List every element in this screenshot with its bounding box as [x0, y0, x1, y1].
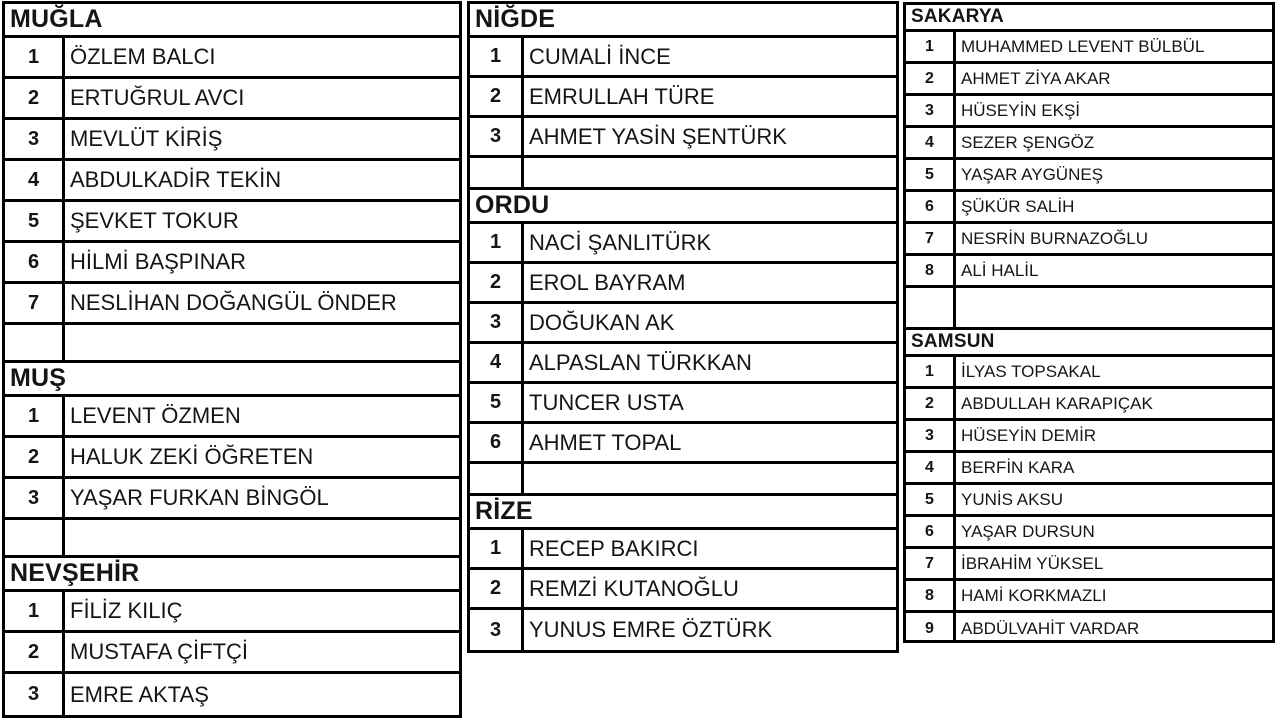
- row-number-cell: 1: [470, 530, 524, 567]
- row-number-cell: 4: [906, 128, 956, 157]
- candidate-name-cell: ERTUĞRUL AVCI: [70, 85, 245, 110]
- table-row: [470, 344, 896, 384]
- candidate-name-cell: HAMİ KORKMAZLI: [961, 585, 1107, 605]
- candidate-name-cell: YAŞAR FURKAN BİNGÖL: [70, 485, 329, 510]
- candidate-name-cell: YUNUS EMRE ÖZTÜRK: [529, 617, 773, 642]
- row-number-cell: 3: [470, 610, 524, 650]
- province-column-2: [467, 1, 899, 653]
- candidate-name-cell: ABDÜLVAHİT VARDAR: [961, 619, 1140, 638]
- table-row: [5, 479, 459, 520]
- candidate-name-cell: NACİ ŞANLITÜRK: [529, 229, 712, 255]
- row-number-cell: 5: [906, 160, 956, 189]
- table-row: [906, 453, 1272, 485]
- row-number-cell: 2: [906, 64, 956, 93]
- province-header: NİĞDE: [470, 4, 896, 38]
- candidate-name-cell: HÜSEYİN EKŞİ: [961, 100, 1081, 120]
- table-row: [5, 284, 459, 325]
- candidate-name-cell: YUNİS AKSU: [961, 489, 1064, 509]
- empty-row: [470, 464, 896, 496]
- table-row: [470, 424, 896, 464]
- table-row: [5, 243, 459, 284]
- province-header: ORDU: [470, 190, 896, 224]
- table-row: [5, 79, 459, 120]
- table-row: [906, 192, 1272, 224]
- table-row: [906, 357, 1272, 389]
- table-row: [906, 224, 1272, 256]
- province-header: SAKARYA: [906, 5, 1272, 32]
- table-row: [906, 256, 1272, 288]
- row-number-cell: 7: [906, 224, 956, 253]
- row-number-cell: 1: [5, 592, 65, 630]
- table-row: [470, 530, 896, 570]
- table-row: [906, 32, 1272, 64]
- candidate-name-cell: YAŞAR DURSUN: [961, 521, 1095, 541]
- empty-number-cell: [5, 325, 65, 360]
- row-number-cell: 2: [470, 78, 524, 115]
- row-number-cell: 8: [906, 581, 956, 610]
- candidate-name-cell: ABDULKADİR TEKİN: [70, 167, 282, 192]
- row-number-cell: 5: [470, 384, 524, 421]
- table-row: [5, 438, 459, 479]
- table-row: [906, 549, 1272, 581]
- table-row: [906, 613, 1272, 643]
- row-number-cell: 1: [5, 397, 65, 435]
- row-number-cell: 6: [5, 243, 65, 281]
- table-row: [5, 592, 459, 633]
- table-row: [470, 78, 896, 118]
- row-number-cell: 3: [5, 674, 65, 715]
- table-row: [5, 161, 459, 202]
- province-column-3: [903, 2, 1275, 643]
- table-row: [470, 384, 896, 424]
- candidate-name-cell: NESRİN BURNAZOĞLU: [961, 228, 1149, 248]
- table-row: [906, 517, 1272, 549]
- row-number-cell: 7: [906, 549, 956, 578]
- candidate-name-cell: CUMALİ İNCE: [529, 43, 671, 69]
- row-number-cell: 9: [906, 613, 956, 643]
- table-row: [5, 633, 459, 674]
- candidate-name-cell: LEVENT ÖZMEN: [70, 403, 241, 428]
- candidate-name-cell: ABDULLAH KARAPIÇAK: [961, 393, 1153, 413]
- candidate-name-cell: ŞÜKÜR SALİH: [961, 196, 1075, 216]
- table-row: [470, 38, 896, 78]
- row-number-cell: 4: [470, 344, 524, 381]
- row-number-cell: 3: [5, 120, 65, 158]
- province-column-1: [2, 1, 462, 718]
- candidate-name-cell: FİLİZ KILIÇ: [70, 598, 183, 623]
- candidate-name-cell: TUNCER USTA: [529, 389, 684, 415]
- table-row: [906, 128, 1272, 160]
- province-header: RİZE: [470, 496, 896, 530]
- province-header: MUĞLA: [5, 4, 459, 38]
- row-number-cell: 7: [5, 284, 65, 322]
- empty-name-cell: [956, 288, 1272, 327]
- candidate-name-cell: SEZER ŞENGÖZ: [961, 132, 1095, 152]
- row-number-cell: 6: [470, 424, 524, 461]
- candidate-name-cell: MEVLÜT KİRİŞ: [70, 126, 223, 151]
- table-row: [906, 64, 1272, 96]
- candidate-name-cell: ŞEVKET TOKUR: [70, 208, 239, 233]
- table-row: [470, 224, 896, 264]
- province-header: MUŞ: [5, 363, 459, 397]
- candidate-name-cell: AHMET YASİN ŞENTÜRK: [529, 123, 787, 149]
- candidate-name-cell: ALİ HALİL: [961, 260, 1039, 280]
- row-number-cell: 1: [906, 32, 956, 61]
- candidate-name-cell: HALUK ZEKİ ÖĞRETEN: [70, 444, 314, 469]
- province-header: SAMSUN: [906, 330, 1272, 357]
- province-header: NEVŞEHİR: [5, 558, 459, 592]
- empty-number-cell: [906, 288, 956, 327]
- empty-row: [906, 288, 1272, 330]
- table-row: [5, 674, 459, 715]
- row-number-cell: 1: [470, 224, 524, 261]
- row-number-cell: 6: [906, 192, 956, 221]
- row-number-cell: 1: [906, 357, 956, 386]
- row-number-cell: 2: [5, 79, 65, 117]
- table-row: [906, 421, 1272, 453]
- candidate-name-cell: EMRE AKTAŞ: [70, 681, 209, 707]
- row-number-cell: 1: [5, 38, 65, 76]
- candidate-name-cell: İBRAHİM YÜKSEL: [961, 553, 1104, 573]
- table-row: [470, 264, 896, 304]
- empty-name-cell: [524, 158, 896, 187]
- candidate-name-cell: REMZİ KUTANOĞLU: [529, 575, 739, 601]
- candidate-name-cell: ÖZLEM BALCI: [70, 44, 216, 69]
- candidate-name-cell: MUSTAFA ÇİFTÇİ: [70, 639, 249, 664]
- table-row: [906, 96, 1272, 128]
- candidate-name-cell: AHMET ZİYA AKAR: [961, 68, 1111, 88]
- candidate-name-cell: EROL BAYRAM: [529, 269, 686, 295]
- candidate-name-cell: AHMET TOPAL: [529, 429, 682, 455]
- candidate-name-cell: MUHAMMED LEVENT BÜLBÜL: [961, 36, 1205, 56]
- empty-row: [5, 520, 459, 558]
- row-number-cell: 1: [470, 38, 524, 75]
- row-number-cell: 5: [5, 202, 65, 240]
- row-number-cell: 2: [906, 389, 956, 418]
- candidate-name-cell: BERFİN KARA: [961, 457, 1075, 477]
- row-number-cell: 4: [906, 453, 956, 482]
- candidate-name-cell: YAŞAR AYGÜNEŞ: [961, 164, 1104, 184]
- candidate-name-cell: ALPASLAN TÜRKKAN: [529, 349, 752, 375]
- table-row: [5, 397, 459, 438]
- table-row: [470, 304, 896, 344]
- row-number-cell: 3: [470, 118, 524, 155]
- table-row: [906, 485, 1272, 517]
- row-number-cell: 4: [5, 161, 65, 199]
- candidate-name-cell: RECEP BAKIRCI: [529, 535, 699, 561]
- table-row: [470, 610, 896, 650]
- candidate-name-cell: HÜSEYİN DEMİR: [961, 425, 1097, 445]
- candidate-name-cell: İLYAS TOPSAKAL: [961, 361, 1101, 381]
- table-row: [470, 570, 896, 610]
- candidate-name-cell: HİLMİ BAŞPINAR: [70, 249, 247, 274]
- empty-number-cell: [5, 520, 65, 555]
- row-number-cell: 3: [906, 421, 956, 450]
- candidate-name-cell: NESLİHAN DOĞANGÜL ÖNDER: [70, 290, 397, 315]
- table-row: [906, 160, 1272, 192]
- table-row: [906, 389, 1272, 421]
- empty-row: [470, 158, 896, 190]
- candidate-name-cell: EMRULLAH TÜRE: [529, 83, 715, 109]
- row-number-cell: 8: [906, 256, 956, 285]
- row-number-cell: 2: [5, 633, 65, 671]
- empty-row: [5, 325, 459, 363]
- table-row: [470, 118, 896, 158]
- candidate-name-cell: DOĞUKAN AK: [529, 309, 675, 335]
- empty-name-cell: [65, 520, 459, 555]
- table-row: [5, 120, 459, 161]
- table-row: [5, 202, 459, 243]
- row-number-cell: 2: [5, 438, 65, 476]
- table-row: [906, 581, 1272, 613]
- row-number-cell: 5: [906, 485, 956, 514]
- row-number-cell: 3: [906, 96, 956, 125]
- empty-number-cell: [470, 158, 524, 187]
- row-number-cell: 3: [5, 479, 65, 517]
- row-number-cell: 6: [906, 517, 956, 546]
- empty-name-cell: [524, 464, 896, 493]
- empty-number-cell: [470, 464, 524, 493]
- table-row: [5, 38, 459, 79]
- empty-name-cell: [65, 325, 459, 360]
- row-number-cell: 3: [470, 304, 524, 341]
- row-number-cell: 2: [470, 264, 524, 301]
- row-number-cell: 2: [470, 570, 524, 607]
